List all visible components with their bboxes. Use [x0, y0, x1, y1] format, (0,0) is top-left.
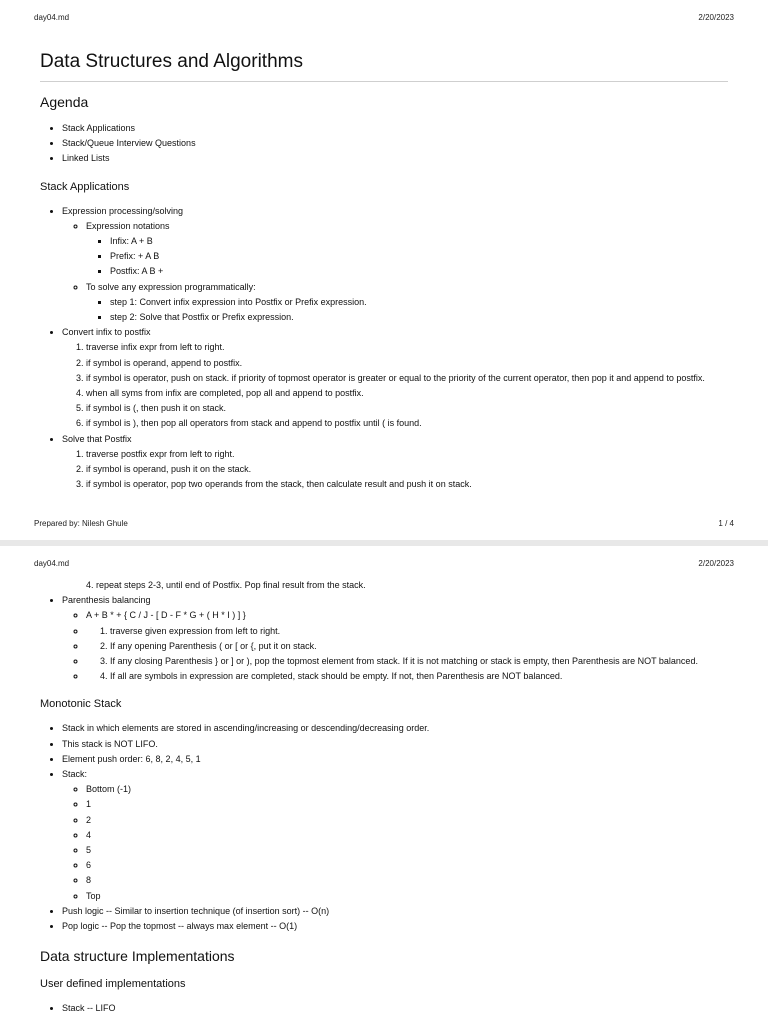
list-item: ◦ 5 — [86, 843, 734, 858]
stack-applications-list — [34, 204, 734, 493]
list-item: ▪ step 2: Solve that Postfix or Prefix expression. — [110, 310, 734, 325]
header-filename: day04.md — [34, 13, 70, 22]
list-item: 4. when all syms from infix are completed, pop all and append to postfix. — [86, 386, 734, 401]
list-item: ◦ 4 — [86, 828, 734, 843]
footer-page-number: 1 / 4 — [718, 519, 734, 528]
list-item: 6. if symbol is ), then pop all operators from stack and append to postfix until ( is found. — [86, 416, 734, 431]
list-item — [86, 219, 734, 280]
solve-label: To solve any expression programmatically: — [86, 281, 256, 292]
list-item — [62, 767, 734, 904]
expression-sublist — [62, 219, 734, 325]
convert-steps-list — [62, 340, 734, 431]
list-item: ▪ Infix: A + B — [110, 234, 734, 249]
list-item — [62, 593, 734, 684]
solve-postfix-label: Solve that Postfix — [62, 433, 132, 444]
list-item: 2. if symbol is operand, push it on the stack. — [86, 462, 734, 477]
list-item: ◦ 6 — [86, 858, 734, 873]
list-item: 2. if symbol is operand, append to postfix. — [86, 356, 734, 371]
list-item: ◦ 2 — [86, 813, 734, 828]
stack-label: Stack: — [62, 769, 88, 780]
monotonic-stack-list — [34, 721, 734, 934]
page-1-content — [34, 50, 734, 492]
list-item — [86, 280, 734, 326]
implementations-list — [34, 1001, 734, 1016]
list-item: ◦ 2. If any opening Parenthesis ( or [ or {, put it on stack. — [86, 639, 734, 654]
list-item: ◦ 1. traverse given expression from left to right. — [86, 624, 734, 639]
document-page-2 — [0, 546, 768, 1024]
notations-label: Expression notations — [86, 220, 170, 231]
list-item: 5. if symbol is (, then push it on stack. — [86, 401, 734, 416]
monotonic-stack-heading: Monotonic Stack — [40, 698, 122, 711]
list-item: • Push logic -- Similar to insertion technique (of insertion sort) -- O(n) — [62, 904, 734, 919]
list-item: • Element push order: 6, 8, 2, 4, 5, 1 — [62, 752, 734, 767]
convert-label: Convert infix to postfix — [62, 327, 151, 338]
stack-applications-heading: Stack Applications — [40, 180, 130, 193]
header-date: 2/20/2023 — [698, 559, 734, 568]
footer-prepared-by: Prepared by: Nilesh Ghule — [34, 519, 128, 528]
continued-step: 4. repeat steps 2-3, until end of Postfix. Pop final result from the stack. — [86, 580, 366, 590]
user-defined-heading: User defined implementations — [40, 978, 186, 991]
list-item: ◦ Top — [86, 889, 734, 904]
list-item: • Stack Applications — [62, 121, 734, 136]
solve-postfix-steps-list — [62, 447, 734, 493]
solve-steps-list — [86, 295, 734, 325]
list-item: ◦ 1 — [86, 797, 734, 812]
parenthesis-list — [34, 593, 734, 684]
header-date: 2/20/2023 — [698, 13, 734, 22]
list-item: ▪ step 1: Convert infix expression into Postfix or Prefix expression. — [110, 295, 734, 310]
list-item: ◦ 4. If all are symbols in expression are completed, stack should be empty. If not, then Parenthesis are NOT balanced. — [86, 669, 734, 684]
list-item: • Linked Lists — [62, 151, 734, 166]
parenthesis-sublist — [62, 608, 734, 684]
list-item: 3. if symbol is operator, pop two operands from the stack, then calculate result and push it on stack. — [86, 477, 734, 492]
header-filename: day04.md — [34, 559, 70, 568]
list-item: 1. traverse postfix expr from left to right. — [86, 447, 734, 462]
notations-list — [86, 234, 734, 280]
list-item: • Stack/Queue Interview Questions — [62, 136, 734, 151]
list-item: ◦ 8 — [86, 873, 734, 888]
agenda-list — [34, 121, 734, 167]
list-item: ◦ Bottom (-1) — [86, 782, 734, 797]
parenthesis-label: Parenthesis balancing — [62, 595, 151, 606]
list-item: • This stack is NOT LIFO. — [62, 737, 734, 752]
list-item — [62, 325, 734, 431]
list-item: • Stack in which elements are stored in ascending/increasing or descending/decreasing order. — [62, 721, 734, 736]
page-2-content — [34, 578, 734, 1016]
list-item: ◦ 3. If any closing Parenthesis } or ] or ), pop the topmost element from stack. If it is not matching or stack is empty, then Parenthesis are NOT balanced. — [86, 654, 734, 669]
expression-processing-label: Expression processing/solving — [62, 205, 184, 216]
document-title: Data Structures and Algorithms — [40, 50, 728, 82]
list-item: 1. traverse infix expr from left to right. — [86, 340, 734, 355]
list-item — [62, 204, 734, 326]
agenda-heading: Agenda — [40, 94, 89, 110]
stack-contents-list — [62, 782, 734, 904]
list-item: • Stack -- LIFO — [62, 1001, 734, 1016]
list-item: ▪ Postfix: A B + — [110, 264, 734, 279]
list-item: 3. if symbol is operator, push on stack. if priority of topmost operator is greater or equal to the priority of the current operator, then pop it and append to postfix. — [86, 371, 734, 386]
list-item: ◦ A + B * + { C / J - [ D - F * G + ( H * I ) ] } — [86, 608, 734, 623]
list-item — [62, 432, 734, 493]
implementations-heading: Data structure Implementations — [40, 948, 235, 965]
list-item: • Pop logic -- Pop the topmost -- always max element -- O(1) — [62, 919, 734, 934]
list-item: ▪ Prefix: + A B — [110, 249, 734, 264]
